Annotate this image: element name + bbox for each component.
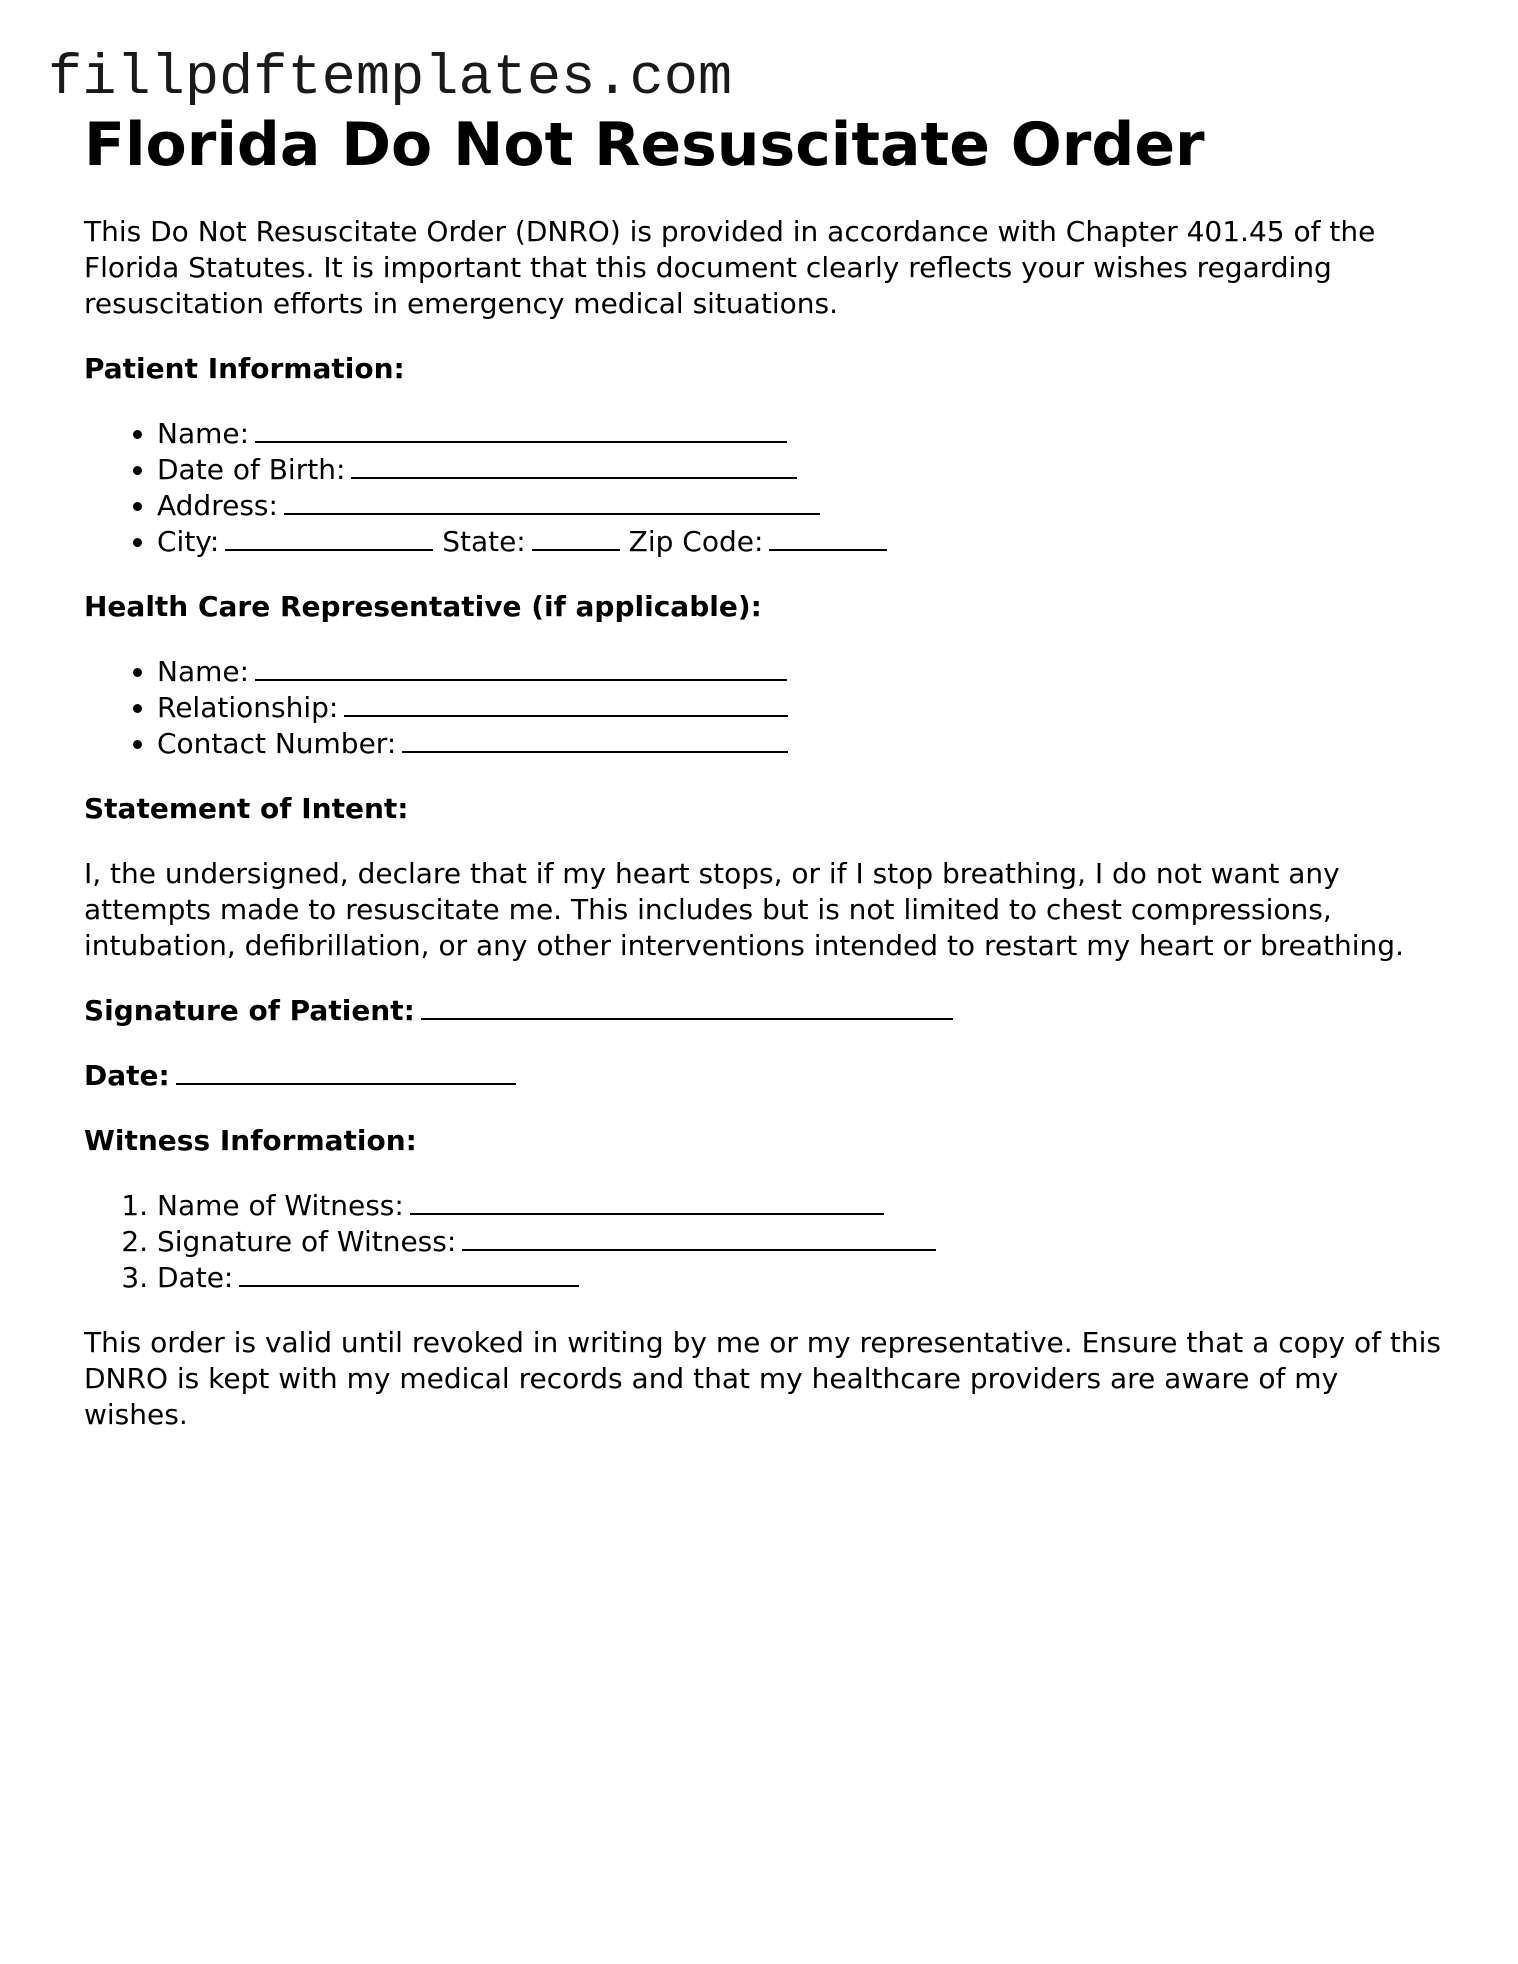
list-item [157, 690, 1444, 726]
intent-heading: Statement of Intent: [84, 792, 409, 825]
list-item [157, 1188, 1444, 1224]
patient-signature-line [84, 993, 1444, 1029]
list-item [157, 654, 1444, 690]
representative-name-label: Name: [157, 655, 250, 688]
patient-address-label: Address: [157, 489, 278, 522]
witness-list [84, 1188, 1444, 1296]
patient-date-field[interactable] [176, 1059, 516, 1085]
patient-zip-field[interactable] [769, 525, 887, 551]
witness-name-field[interactable] [410, 1189, 884, 1215]
representative-name-field[interactable] [255, 655, 787, 681]
list-item [157, 1260, 1444, 1296]
patient-signature-label: Signature of Patient: [84, 994, 415, 1027]
witness-heading: Witness Information: [84, 1124, 417, 1157]
patient-date-line [84, 1058, 1444, 1094]
patient-name-label: Name: [157, 417, 250, 450]
document [84, 106, 1444, 1433]
representative-heading: Health Care Representative (if applicable): [84, 590, 762, 623]
intent-paragraph: I, the undersigned, declare that if my heart stops, or if I stop breathing, I do not want any attempts made to resuscitate me. This includes but is not limited to chest compressions, intubation, defibrillation, or any other interventions intended to restart my heart or breathing. [84, 857, 1404, 962]
list-item [157, 1224, 1444, 1260]
list-item [157, 524, 1444, 560]
list-item [157, 488, 1444, 524]
document-title: Florida Do Not Resuscitate Order [84, 110, 1205, 180]
witness-date-label: Date: [157, 1261, 234, 1294]
patient-info-heading: Patient Information: [84, 352, 405, 385]
witness-name-label: Name of Witness: [157, 1189, 404, 1222]
patient-state-label: State: [442, 525, 526, 558]
representative-contact-field[interactable] [402, 727, 788, 753]
patient-zip-label: Zip Code: [628, 525, 764, 558]
representative-list [84, 654, 1444, 762]
intro-paragraph: This Do Not Resuscitate Order (DNRO) is provided in accordance with Chapter 401.45 of the Florida Statutes. It is important that this document clearly reflects your wishes regarding resuscitation efforts in emergency medical situations. [84, 215, 1376, 320]
witness-signature-label: Signature of Witness: [157, 1225, 457, 1258]
closing-paragraph: This order is valid until revoked in writing by me or my representative. Ensure that a copy of this DNRO is kept with my medical records and that my healthcare providers are aware of my wishes. [84, 1326, 1441, 1431]
patient-info-list [84, 416, 1444, 560]
representative-relationship-field[interactable] [344, 691, 788, 717]
patient-date-label: Date: [84, 1059, 170, 1092]
patient-dob-label: Date of Birth: [157, 453, 346, 486]
patient-city-field[interactable] [225, 525, 433, 551]
patient-name-field[interactable] [255, 417, 787, 443]
watermark: fillpdftemplates.com [48, 47, 733, 111]
patient-state-field[interactable] [532, 525, 620, 551]
witness-signature-field[interactable] [462, 1225, 936, 1251]
patient-address-field[interactable] [284, 489, 820, 515]
list-item [157, 726, 1444, 762]
patient-dob-field[interactable] [351, 453, 797, 479]
list-item [157, 416, 1444, 452]
representative-contact-label: Contact Number: [157, 727, 397, 760]
list-item [157, 452, 1444, 488]
witness-date-field[interactable] [239, 1261, 579, 1287]
representative-relationship-label: Relationship: [157, 691, 339, 724]
patient-signature-field[interactable] [421, 994, 953, 1020]
patient-city-label: City: [157, 525, 220, 558]
